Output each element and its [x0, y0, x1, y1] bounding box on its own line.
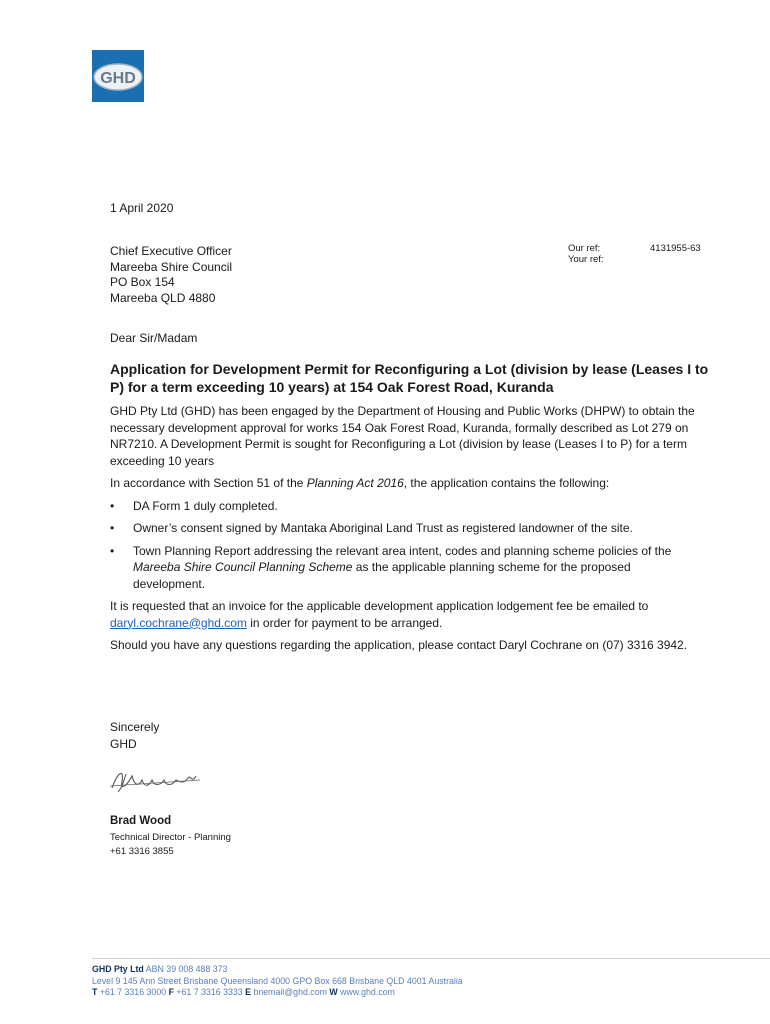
closing-block [110, 719, 159, 752]
list-item-text: Owner’s consent signed by Mantaka Aboriginal Land Trust as registered landowner of the site. [133, 521, 633, 535]
footer-company: GHD Pty Ltd [92, 964, 144, 974]
handwritten-signature [108, 762, 203, 798]
text-run: in order for payment to be arranged. [246, 615, 443, 630]
footer-label: T [92, 987, 98, 997]
scheme-name: Mareeba Shire Council Planning Scheme [133, 560, 353, 574]
text-run: , the application contains the following: [403, 476, 610, 490]
our-ref-row [568, 243, 701, 254]
footer-divider [92, 958, 770, 959]
footer-contacts [92, 987, 463, 999]
ghd-logo [92, 50, 144, 102]
recipient-line: Mareeba Shire Council [110, 259, 233, 274]
our-ref-label: Our ref: [568, 243, 601, 254]
signer-details [110, 831, 231, 859]
list-item [110, 543, 705, 593]
text-run: In accordance with Section 51 of the [110, 476, 307, 490]
recipient-line: PO Box 154 [110, 275, 175, 289]
footer-label: E [245, 987, 251, 997]
list-item-text: as the applicable planning scheme for the proposed development. [133, 560, 631, 591]
footer-label: W [329, 987, 338, 997]
bullet: • [110, 543, 115, 558]
footer-fax: +61 7 3316 3333 [173, 987, 246, 997]
letter-date: 1 April 2020 [110, 201, 174, 215]
list-item [110, 520, 705, 537]
closing-company: GHD [110, 736, 137, 751]
recipient-line: Chief Executive Officer [110, 244, 232, 258]
your-ref-label: Your ref: [568, 254, 604, 265]
our-ref-value: 4131955-63 [650, 243, 701, 254]
body-paragraph: Should you have any questions regarding the application, please contact Daryl Cochrane on (07) 3316 3942. [110, 638, 688, 652]
letter-body [110, 403, 705, 660]
footer-label: F [168, 987, 174, 997]
your-ref-row [568, 254, 701, 265]
footer-address: Level 9 145 Ann Street Brisbane Queensland 4000 GPO Box 668 Brisbane QLD 4001 Australia [92, 975, 463, 986]
footer-email: bnemail@ghd.com [251, 987, 330, 997]
recipient-address [110, 244, 232, 306]
bullet: • [110, 521, 115, 535]
ghd-logo-icon [92, 50, 144, 102]
list-item [110, 498, 705, 515]
signer-phone: +61 3316 3855 [110, 846, 174, 857]
contents-list [110, 498, 705, 593]
logo-text: GHD [100, 70, 136, 87]
footer-phone: +61 7 3316 3000 [97, 987, 169, 997]
body-paragraph: GHD Pty Ltd (GHD) has been engaged by the Department of Housing and Public Works (DHPW) to obtain the necessary development approval for works 154 Oak Forest Road, Kuranda, formally described as Lot 279 on NR7210. A Development Permit is sought for Reconfiguring a Lot (division by lease (Leases I to P) for a term exceeding 10 years [110, 404, 695, 468]
list-item-text: Town Planning Report addressing the relevant area intent, codes and planning scheme policies of the [133, 543, 672, 558]
bullet: • [110, 498, 115, 513]
signer-title: Technical Director - Planning [110, 832, 231, 843]
body-paragraph [110, 598, 705, 631]
closing-line: Sincerely [110, 720, 160, 734]
signer-name: Brad Wood [110, 815, 172, 827]
text-run: It is requested that an invoice for the applicable development application lodgement fee be emailed to [110, 599, 649, 613]
footer-abn: ABN 39 008 488 373 [143, 964, 228, 974]
reference-block [568, 243, 701, 265]
act-name: Planning Act 2016 [306, 476, 404, 490]
email-link[interactable]: daryl.cochrane@ghd.com [110, 615, 247, 630]
footer-company-line [92, 964, 463, 976]
letter-subject: Application for Development Permit for Reconfiguring a Lot (division by lease (Leases I to P) for a term exceeding 10 years) at 154 Oak Forest Road, Kuranda [110, 361, 709, 395]
footer-website: www.ghd.com [337, 987, 395, 997]
body-paragraph [110, 475, 705, 492]
signature-icon [108, 762, 203, 798]
salutation: Dear Sir/Madam [110, 331, 198, 345]
recipient-line: Mareeba QLD 4880 [110, 290, 216, 305]
list-item-text: DA Form 1 duly completed. [133, 498, 278, 513]
letterhead-footer [92, 964, 463, 999]
